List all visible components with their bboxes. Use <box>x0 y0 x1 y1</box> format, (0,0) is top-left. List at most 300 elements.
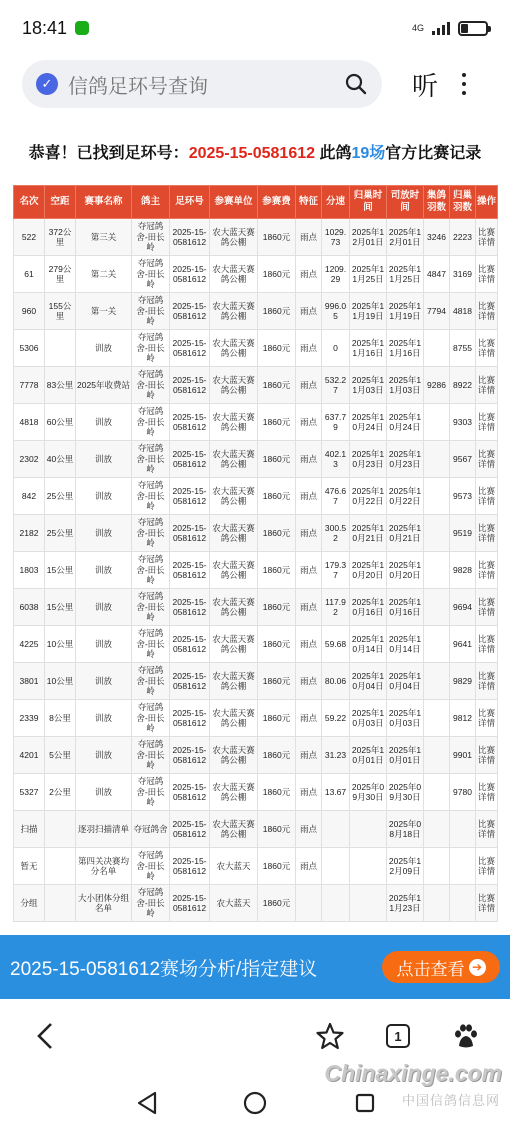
table-row <box>14 441 498 478</box>
column-header-ring-number: 足环号 <box>170 186 210 219</box>
table-row <box>14 256 498 293</box>
cell-race-name: 训放 <box>76 441 132 478</box>
cell-race-name: 训放 <box>76 663 132 700</box>
cell-entry-fee: 1860元 <box>258 774 296 811</box>
view-now-label: 点击查看 <box>396 959 465 979</box>
table-row <box>14 848 498 885</box>
race-details-link[interactable]: 比赛详情 <box>476 219 498 256</box>
clock: 18:41 <box>22 17 68 38</box>
race-details-link[interactable]: 比赛详情 <box>476 700 498 737</box>
tab-count: 1 <box>386 1024 410 1048</box>
cell-collected-count <box>424 700 450 737</box>
cell-distance: 10公里 <box>45 626 76 663</box>
cell-release-time: 2025年11月19日 <box>387 293 424 330</box>
cell-feature: 雨点 <box>296 848 322 885</box>
cell-entry-fee: 1860元 <box>258 885 296 922</box>
cell-organizer: 农大蓝天赛鸽公棚 <box>210 700 258 737</box>
cell-return-time: 2025年10月23日 <box>350 441 387 478</box>
cell-release-time: 2025年10月22日 <box>387 478 424 515</box>
cell-rank: 2339 <box>14 700 45 737</box>
cell-return-time: 2025年10月24日 <box>350 404 387 441</box>
analysis-banner-text[interactable]: 2025-15-0581612赛场分析/指定建议 <box>10 958 318 980</box>
cell-release-time: 2025年12月01日 <box>387 219 424 256</box>
cell-return-time: 2025年12月01日 <box>350 219 387 256</box>
race-details-link[interactable]: 比赛详情 <box>476 885 498 922</box>
cell-rank: 4818 <box>14 404 45 441</box>
nav-recents-icon[interactable] <box>350 1083 380 1123</box>
cell-speed: 996.05 <box>322 293 350 330</box>
cell-return-time: 2025年09月30日 <box>350 774 387 811</box>
cell-owner: 夺冠鸽舍-田长岭 <box>132 737 170 774</box>
cell-speed: 476.67 <box>322 478 350 515</box>
cell-release-time: 2025年08月18日 <box>387 811 424 848</box>
cell-ring-number: 2025-15-0581612 <box>170 404 210 441</box>
race-details-link[interactable]: 比赛详情 <box>476 774 498 811</box>
cell-distance: 15公里 <box>45 552 76 589</box>
cell-distance: 5公里 <box>45 737 76 774</box>
headline-prefix: 恭喜！已找到足环号： <box>28 145 189 162</box>
ring-number: 2025-15-0581612 <box>188 145 316 162</box>
cell-returned-count: 9829 <box>450 663 476 700</box>
cell-distance: 10公里 <box>45 663 76 700</box>
cell-ring-number: 2025-15-0581612 <box>170 885 210 922</box>
cell-speed: 80.06 <box>322 663 350 700</box>
cell-organizer: 农大蓝天赛鸽公棚 <box>210 811 258 848</box>
cell-organizer: 农大蓝天赛鸽公棚 <box>210 515 258 552</box>
cell-ring-number: 2025-15-0581612 <box>170 552 210 589</box>
cell-feature: 雨点 <box>296 811 322 848</box>
cell-distance: 83公里 <box>45 367 76 404</box>
race-details-link[interactable]: 比赛详情 <box>476 848 498 885</box>
cell-ring-number: 2025-15-0581612 <box>170 589 210 626</box>
cell-rank: 960 <box>14 293 45 330</box>
cell-entry-fee: 1860元 <box>258 219 296 256</box>
cell-owner: 夺冠鸽舍-田长岭 <box>132 441 170 478</box>
view-now-button[interactable] <box>382 951 500 983</box>
cell-owner: 夺冠鸽舍-田长岭 <box>132 256 170 293</box>
cell-organizer: 农大蓝天赛鸽公棚 <box>210 219 258 256</box>
wechat-notification-icon <box>75 21 89 35</box>
cell-distance: 155公里 <box>45 293 76 330</box>
cell-race-name: 训放 <box>76 330 132 367</box>
cell-collected-count <box>424 478 450 515</box>
cell-returned-count <box>450 811 476 848</box>
cell-rank: 522 <box>14 219 45 256</box>
table-row <box>14 626 498 663</box>
cell-release-time: 2025年11月16日 <box>387 330 424 367</box>
cell-ring-number: 2025-15-0581612 <box>170 330 210 367</box>
analysis-banner[interactable] <box>0 935 510 999</box>
cell-ring-number: 2025-15-0581612 <box>170 441 210 478</box>
table-row <box>14 700 498 737</box>
cell-return-time: 2025年11月03日 <box>350 367 387 404</box>
table-row <box>14 404 498 441</box>
cell-organizer: 农大蓝天赛鸽公棚 <box>210 293 258 330</box>
cell-race-name: 训放 <box>76 626 132 663</box>
watermark-cn: 中国信鸽信息网 <box>401 1093 500 1108</box>
cell-return-time: 2025年11月25日 <box>350 256 387 293</box>
cell-organizer: 农大蓝天赛鸽公棚 <box>210 737 258 774</box>
cell-entry-fee: 1860元 <box>258 256 296 293</box>
cell-race-name: 训放 <box>76 404 132 441</box>
cell-collected-count <box>424 589 450 626</box>
back-icon[interactable] <box>30 1016 60 1056</box>
cell-entry-fee: 1860元 <box>258 589 296 626</box>
race-details-link[interactable]: 比赛详情 <box>476 589 498 626</box>
cell-speed: 117.92 <box>322 589 350 626</box>
cell-speed: 0 <box>322 330 350 367</box>
cell-rank: 分组 <box>14 885 45 922</box>
column-header-release-time: 司放时间 <box>387 186 424 219</box>
browser-toolbar <box>0 58 510 110</box>
cell-speed: 1029.73 <box>322 219 350 256</box>
cell-race-name: 大小团体分组名单 <box>76 885 132 922</box>
cell-return-time <box>350 848 387 885</box>
cell-feature: 雨点 <box>296 478 322 515</box>
cell-feature: 雨点 <box>296 441 322 478</box>
cell-distance: 8公里 <box>45 700 76 737</box>
table-row <box>14 367 498 404</box>
cell-owner: 夺冠鸽舍-田长岭 <box>132 552 170 589</box>
cell-feature: 雨点 <box>296 330 322 367</box>
race-details-link[interactable]: 比赛详情 <box>476 330 498 367</box>
cell-ring-number: 2025-15-0581612 <box>170 663 210 700</box>
race-details-link[interactable]: 比赛详情 <box>476 367 498 404</box>
cell-release-time: 2025年10月24日 <box>387 404 424 441</box>
arrow-right-icon: ➔ <box>469 959 486 976</box>
cell-collected-count: 9286 <box>424 367 450 404</box>
cell-owner: 夺冠鸽舍-田长岭 <box>132 515 170 552</box>
race-details-link[interactable]: 比赛详情 <box>476 441 498 478</box>
cell-speed <box>322 811 350 848</box>
cell-rank: 5327 <box>14 774 45 811</box>
race-details-link[interactable]: 比赛详情 <box>476 811 498 848</box>
cell-collected-count <box>424 626 450 663</box>
nav-back-icon[interactable] <box>132 1083 162 1123</box>
table-header-row <box>14 186 498 219</box>
cell-feature: 雨点 <box>296 404 322 441</box>
race-records-table <box>13 185 498 922</box>
race-details-link[interactable]: 比赛详情 <box>476 293 498 330</box>
cell-race-name: 逐羽扫描清单 <box>76 811 132 848</box>
cell-owner: 夺冠鸽舍 <box>132 811 170 848</box>
cell-speed: 13.67 <box>322 774 350 811</box>
cell-organizer: 农大蓝天赛鸽公棚 <box>210 626 258 663</box>
table-row <box>14 552 498 589</box>
cell-race-name: 训放 <box>76 737 132 774</box>
cell-owner: 夺冠鸽舍-田长岭 <box>132 293 170 330</box>
status-bar <box>0 0 510 56</box>
cell-organizer: 农大蓝天赛鸽公棚 <box>210 663 258 700</box>
cell-owner: 夺冠鸽舍-田长岭 <box>132 478 170 515</box>
race-details-link[interactable]: 比赛详情 <box>476 626 498 663</box>
cell-collected-count <box>424 330 450 367</box>
cell-owner: 夺冠鸽舍-田长岭 <box>132 367 170 404</box>
cell-rank: 6038 <box>14 589 45 626</box>
column-header-distance: 空距 <box>45 186 76 219</box>
cell-collected-count <box>424 774 450 811</box>
cell-organizer: 农大蓝天 <box>210 848 258 885</box>
cell-release-time: 2025年10月21日 <box>387 515 424 552</box>
cell-return-time <box>350 811 387 848</box>
headline-suffix: 官方比赛记录 <box>385 145 482 162</box>
cell-feature: 雨点 <box>296 256 322 293</box>
search-icon[interactable] <box>344 72 368 96</box>
cell-return-time: 2025年10月16日 <box>350 589 387 626</box>
cell-rank: 3801 <box>14 663 45 700</box>
cell-entry-fee: 1860元 <box>258 552 296 589</box>
cell-entry-fee: 1860元 <box>258 293 296 330</box>
cell-return-time: 2025年10月14日 <box>350 626 387 663</box>
cell-feature: 雨点 <box>296 589 322 626</box>
cell-returned-count: 4818 <box>450 293 476 330</box>
cell-distance: 372公里 <box>45 219 76 256</box>
cell-organizer: 农大蓝天赛鸽公棚 <box>210 330 258 367</box>
battery-icon <box>458 21 488 36</box>
cell-rank: 2302 <box>14 441 45 478</box>
cell-race-name: 训放 <box>76 774 132 811</box>
browser-bottom-bar <box>0 1008 510 1064</box>
table-row <box>14 219 498 256</box>
table-row <box>14 885 498 922</box>
race-details-link[interactable]: 比赛详情 <box>476 256 498 293</box>
cell-speed: 59.22 <box>322 700 350 737</box>
table-row <box>14 811 498 848</box>
headline-middle: 此鸽 <box>315 145 352 162</box>
cell-ring-number: 2025-15-0581612 <box>170 515 210 552</box>
cell-race-name: 第三关 <box>76 219 132 256</box>
table-body <box>14 219 498 922</box>
cell-distance: 2公里 <box>45 774 76 811</box>
column-header-entry-fee: 参赛费 <box>258 186 296 219</box>
cell-speed <box>322 885 350 922</box>
cell-owner: 夺冠鸽舍-田长岭 <box>132 885 170 922</box>
cell-distance <box>45 811 76 848</box>
cell-organizer: 农大蓝天赛鸽公棚 <box>210 478 258 515</box>
cell-owner: 夺冠鸽舍-田长岭 <box>132 219 170 256</box>
cell-returned-count: 9694 <box>450 589 476 626</box>
cell-feature: 雨点 <box>296 774 322 811</box>
cell-ring-number: 2025-15-0581612 <box>170 626 210 663</box>
cell-rank: 暂无 <box>14 848 45 885</box>
cell-release-time: 2025年12月09日 <box>387 848 424 885</box>
cell-organizer: 农大蓝天 <box>210 885 258 922</box>
cell-entry-fee: 1860元 <box>258 663 296 700</box>
cell-release-time: 2025年10月01日 <box>387 737 424 774</box>
cell-owner: 夺冠鸽舍-田长岭 <box>132 626 170 663</box>
cell-return-time: 2025年10月03日 <box>350 700 387 737</box>
cell-ring-number: 2025-15-0581612 <box>170 848 210 885</box>
race-details-link[interactable]: 比赛详情 <box>476 404 498 441</box>
race-details-link[interactable]: 比赛详情 <box>476 737 498 774</box>
cell-distance: 60公里 <box>45 404 76 441</box>
cell-organizer: 农大蓝天赛鸽公棚 <box>210 441 258 478</box>
cell-race-name: 第四关决赛均分名单 <box>76 848 132 885</box>
race-details-link[interactable]: 比赛详情 <box>476 552 498 589</box>
cell-entry-fee: 1860元 <box>258 700 296 737</box>
cell-feature: 雨点 <box>296 626 322 663</box>
cell-collected-count <box>424 441 450 478</box>
cell-race-name: 训放 <box>76 589 132 626</box>
cell-returned-count: 9573 <box>450 478 476 515</box>
cell-returned-count: 9519 <box>450 515 476 552</box>
search-query[interactable]: 信鸽足环号查询 <box>68 75 208 98</box>
cell-owner: 夺冠鸽舍-田长岭 <box>132 404 170 441</box>
nav-home-icon[interactable] <box>240 1083 270 1123</box>
cell-rank: 842 <box>14 478 45 515</box>
table-row <box>14 478 498 515</box>
cell-organizer: 农大蓝天赛鸽公棚 <box>210 404 258 441</box>
cell-organizer: 农大蓝天赛鸽公棚 <box>210 367 258 404</box>
cell-release-time: 2025年10月14日 <box>387 626 424 663</box>
cell-organizer: 农大蓝天赛鸽公棚 <box>210 589 258 626</box>
cell-collected-count: 3246 <box>424 219 450 256</box>
table-row <box>14 293 498 330</box>
cell-entry-fee: 1860元 <box>258 737 296 774</box>
network-type: 4G <box>411 22 424 33</box>
cell-speed: 532.27 <box>322 367 350 404</box>
cell-feature: 雨点 <box>296 293 322 330</box>
cell-returned-count: 2223 <box>450 219 476 256</box>
cell-returned-count: 9567 <box>450 441 476 478</box>
cell-return-time: 2025年10月04日 <box>350 663 387 700</box>
cell-collected-count <box>424 663 450 700</box>
column-header-collected-count: 集鸽羽数 <box>424 186 450 219</box>
column-header-rank: 名次 <box>14 186 45 219</box>
shield-check-icon: ✓ <box>36 73 58 95</box>
cell-return-time: 2025年11月16日 <box>350 330 387 367</box>
system-nav-bar <box>0 1075 510 1125</box>
cell-collected-count: 4847 <box>424 256 450 293</box>
cell-feature: 雨点 <box>296 552 322 589</box>
cell-rank: 扫描 <box>14 811 45 848</box>
cell-collected-count: 7794 <box>424 293 450 330</box>
status-icons <box>412 21 488 36</box>
cell-race-name: 2025年收费站 <box>76 367 132 404</box>
cell-speed: 179.37 <box>322 552 350 589</box>
tabs-button[interactable] <box>383 1016 413 1056</box>
race-details-link[interactable]: 比赛详情 <box>476 515 498 552</box>
cell-speed: 1209.29 <box>322 256 350 293</box>
cell-owner: 夺冠鸽舍-田长岭 <box>132 330 170 367</box>
cell-returned-count <box>450 848 476 885</box>
cell-collected-count <box>424 885 450 922</box>
cell-owner: 夺冠鸽舍-田长岭 <box>132 589 170 626</box>
cell-distance: 40公里 <box>45 441 76 478</box>
watermark-logo: Chinaxinge.com <box>324 1060 502 1086</box>
cell-entry-fee: 1860元 <box>258 811 296 848</box>
cell-entry-fee: 1860元 <box>258 848 296 885</box>
cell-organizer: 农大蓝天赛鸽公棚 <box>210 774 258 811</box>
cell-return-time: 2025年11月19日 <box>350 293 387 330</box>
cell-race-name: 训放 <box>76 478 132 515</box>
cell-returned-count: 9901 <box>450 737 476 774</box>
column-header-owner: 鸽主 <box>132 186 170 219</box>
cell-speed: 59.68 <box>322 626 350 663</box>
cell-return-time: 2025年10月21日 <box>350 515 387 552</box>
column-header-return-time: 归巢时间 <box>350 186 387 219</box>
cell-release-time: 2025年09月30日 <box>387 774 424 811</box>
race-details-link[interactable]: 比赛详情 <box>476 663 498 700</box>
cell-rank: 61 <box>14 256 45 293</box>
cell-distance: 25公里 <box>45 515 76 552</box>
cell-race-name: 训放 <box>76 700 132 737</box>
cell-distance: 25公里 <box>45 478 76 515</box>
cell-rank: 2182 <box>14 515 45 552</box>
cell-speed: 31.23 <box>322 737 350 774</box>
cell-entry-fee: 1860元 <box>258 441 296 478</box>
cell-collected-count <box>424 515 450 552</box>
cell-race-name: 训放 <box>76 515 132 552</box>
cell-owner: 夺冠鸽舍-田长岭 <box>132 700 170 737</box>
cell-release-time: 2025年10月04日 <box>387 663 424 700</box>
cell-returned-count: 8755 <box>450 330 476 367</box>
cell-race-name: 第二关 <box>76 256 132 293</box>
cell-returned-count <box>450 885 476 922</box>
cell-feature: 雨点 <box>296 737 322 774</box>
column-header-race-name: 赛事名称 <box>76 186 132 219</box>
column-header-feature: 特征 <box>296 186 322 219</box>
cell-owner: 夺冠鸽舍-田长岭 <box>132 774 170 811</box>
cell-distance <box>45 330 76 367</box>
cell-ring-number: 2025-15-0581612 <box>170 478 210 515</box>
cell-speed: 637.79 <box>322 404 350 441</box>
cell-collected-count <box>424 811 450 848</box>
cell-distance <box>45 885 76 922</box>
cell-speed <box>322 848 350 885</box>
cell-speed: 402.13 <box>322 441 350 478</box>
cell-return-time: 2025年10月01日 <box>350 737 387 774</box>
cell-collected-count <box>424 848 450 885</box>
cell-return-time: 2025年10月20日 <box>350 552 387 589</box>
cell-entry-fee: 1860元 <box>258 478 296 515</box>
column-header-action: 操作 <box>476 186 498 219</box>
cell-entry-fee: 1860元 <box>258 367 296 404</box>
cell-collected-count <box>424 552 450 589</box>
cell-ring-number: 2025-15-0581612 <box>170 700 210 737</box>
cell-organizer: 农大蓝天赛鸽公棚 <box>210 552 258 589</box>
cell-returned-count: 9828 <box>450 552 476 589</box>
cell-returned-count: 9812 <box>450 700 476 737</box>
race-count: 19场 <box>351 145 386 162</box>
cell-return-time <box>350 885 387 922</box>
cell-rank: 5306 <box>14 330 45 367</box>
cell-returned-count: 9641 <box>450 626 476 663</box>
baidu-paw-icon[interactable] <box>450 1016 482 1056</box>
result-headline <box>0 140 510 163</box>
table-row <box>14 589 498 626</box>
race-details-link[interactable]: 比赛详情 <box>476 478 498 515</box>
cell-feature: 雨点 <box>296 515 322 552</box>
table-row <box>14 515 498 552</box>
cell-release-time: 2025年11月23日 <box>387 885 424 922</box>
cell-feature: 雨点 <box>296 219 322 256</box>
cell-collected-count <box>424 404 450 441</box>
cell-ring-number: 2025-15-0581612 <box>170 293 210 330</box>
star-icon[interactable] <box>313 1016 347 1056</box>
cell-return-time: 2025年10月22日 <box>350 478 387 515</box>
cell-distance <box>45 848 76 885</box>
table-row <box>14 774 498 811</box>
cell-release-time: 2025年10月23日 <box>387 441 424 478</box>
more-menu-icon[interactable] <box>462 73 466 95</box>
cell-ring-number: 2025-15-0581612 <box>170 367 210 404</box>
cell-ring-number: 2025-15-0581612 <box>170 774 210 811</box>
listen-button[interactable]: 听 <box>412 70 439 101</box>
search-box[interactable] <box>22 60 382 108</box>
cell-rank: 4201 <box>14 737 45 774</box>
cell-release-time: 2025年11月25日 <box>387 256 424 293</box>
